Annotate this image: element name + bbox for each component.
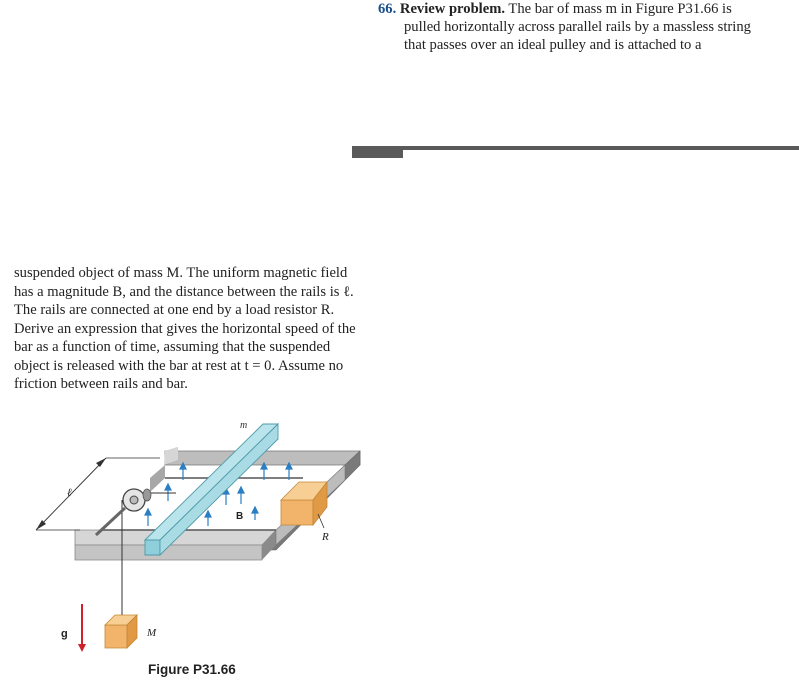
- hanging-block: [105, 615, 137, 648]
- problem-number: 66.: [378, 1, 397, 17]
- field-label: B: [236, 511, 244, 522]
- problem-line-5: has a magnitude B, and the distance between the rails is ℓ.: [14, 283, 354, 300]
- problem-line-7: Derive an expression that gives the horizontal speed of the: [14, 320, 356, 337]
- column-rule-thin: [403, 146, 799, 150]
- problem-line-6: The rails are connected at one end by a load resistor R.: [14, 302, 335, 318]
- problem-line-2: pulled horizontally across parallel rails by a massless string: [404, 19, 751, 35]
- problem-text-left: [14, 264, 400, 394]
- pulley: [96, 489, 151, 535]
- problem-line-4: suspended object of mass M. The uniform magnetic field: [14, 265, 348, 281]
- gravity-label: g: [61, 628, 68, 640]
- problem-line-8: bar as a function of time, assuming that the suspended: [14, 339, 331, 355]
- problem-first-line: [378, 0, 790, 18]
- figure-p31-66: [0, 400, 420, 687]
- figure-caption: Figure P31.66: [148, 662, 236, 677]
- problem-line-3: that passes over an ideal pulley and is attached to a: [404, 37, 702, 53]
- bar-mass-label: m: [240, 420, 248, 431]
- problem-line-1: The bar of mass m in Figure P31.66 is: [505, 1, 732, 17]
- hanging-mass-label: M: [147, 627, 157, 639]
- problem-title: Review problem.: [399, 1, 506, 17]
- problem-text-right: [378, 0, 790, 54]
- column-rule-thick: [352, 146, 403, 158]
- problem-line-10: friction between rails and bar.: [14, 376, 188, 392]
- resistor-label: R: [322, 531, 329, 543]
- gravity-arrow: [78, 604, 86, 652]
- problem-line-9: object is released with the bar at rest at t = 0. Assume no: [14, 357, 344, 374]
- rail-separation-label: ℓ: [67, 486, 72, 499]
